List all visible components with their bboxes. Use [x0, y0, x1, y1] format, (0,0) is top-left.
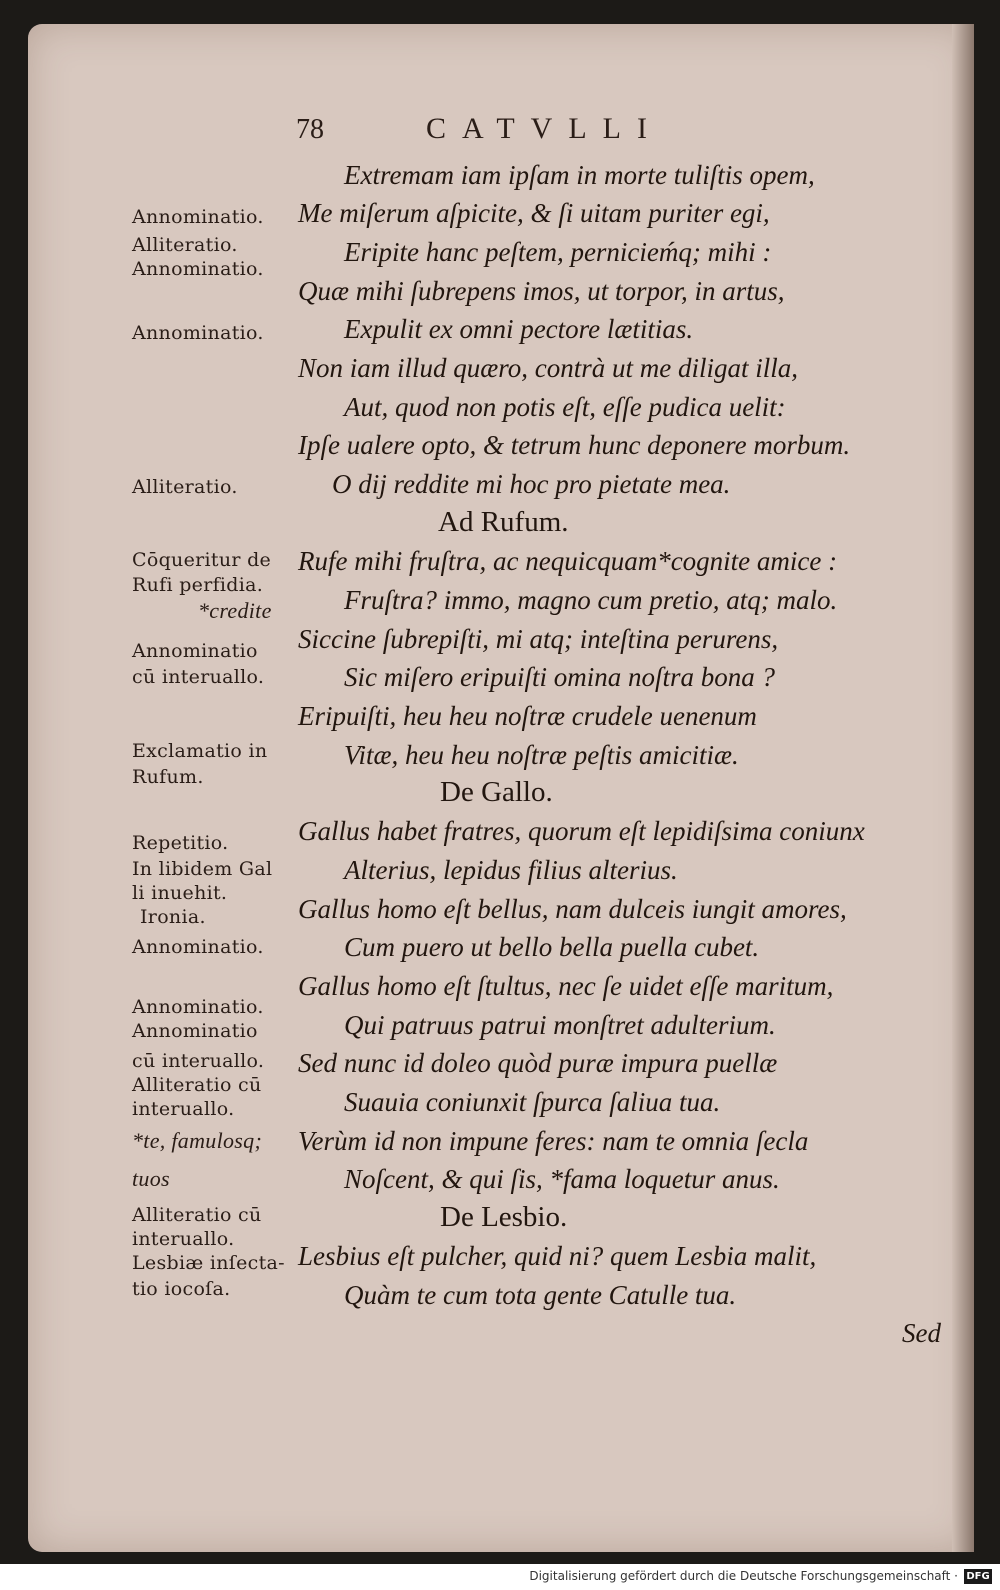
poem-line: Noſcent, & qui ſis, *fama loquetur anus.: [344, 1164, 780, 1194]
margin-note: Alliteratio.: [132, 476, 238, 498]
poem-line: Fruſtra? immo, magno cum pretio, atq; malo.: [344, 585, 838, 615]
margin-note: Alliteratio cū: [132, 1074, 262, 1096]
page-header: [28, 114, 974, 154]
margin-note: li inuehit.: [132, 882, 228, 904]
poem-line: Gallus habet fratres, quorum eſt lepidiſsima coniunx: [298, 816, 865, 846]
margin-note: tuos: [132, 1166, 170, 1191]
margin-note: In libidem Gal: [132, 858, 273, 880]
margin-note: Exclamatio in: [132, 740, 268, 762]
margin-note: Annominatio.: [132, 258, 264, 280]
poem-line: Gallus homo eſt bellus, nam dulceis iungit amores,: [298, 894, 847, 924]
margin-note: interuallo.: [132, 1228, 235, 1250]
margin-note: Rufum.: [132, 766, 204, 788]
poem-heading: De Gallo.: [440, 776, 553, 808]
page-spine-shadow: [952, 24, 974, 1552]
poem-line: Ipſe ualere opto, & tetrum hunc deponere morbum.: [298, 430, 851, 460]
poem-line: Sed nunc id doleo quòd puræ impura puellæ: [298, 1048, 778, 1078]
margin-note: Lesbiæ inſecta-: [132, 1252, 285, 1274]
poem-line: Lesbius eſt pulcher, quid ni? quem Lesbia malit,: [298, 1241, 817, 1271]
poem-line: O dij reddite mi hoc pro pietate mea.: [332, 469, 731, 499]
margin-note: Rufi perfidia.: [132, 574, 264, 596]
margin-note: Repetitio.: [132, 832, 229, 854]
margin-note: Alliteratio cū: [132, 1204, 262, 1226]
poem-line: Vitæ, heu heu noſtræ peſtis amicitiæ.: [344, 740, 739, 770]
margin-note: cū interuallo.: [132, 666, 265, 688]
margin-note: tio iocoſa.: [132, 1278, 231, 1300]
poem-line: Rufe mihi fruſtra, ac nequicquam*cognite amice :: [298, 546, 838, 576]
margin-note: cū interuallo.: [132, 1050, 265, 1072]
poem-line: Alterius, lepidus filius alterius.: [344, 855, 678, 885]
margin-note: Ironia.: [140, 906, 206, 928]
poem-line: Eripite hanc peſtem, pernicieḿq; mihi :: [344, 237, 772, 267]
margin-note: *credite: [198, 598, 272, 623]
page-number: 78: [296, 114, 324, 145]
margin-note: Annominatio.: [132, 206, 264, 228]
poem-line: Verùm id non impune feres: nam te omnia ſecla: [298, 1126, 809, 1156]
poem-line: Non iam illud quæro, contrà ut me diligat illa,: [298, 353, 799, 383]
poem-line: Aut, quod non potis eſt, eſſe pudica uelit:: [344, 392, 786, 422]
poem-line: Eripuiſti, heu heu noſtræ crudele uenenum: [298, 701, 757, 731]
poem-heading: Ad Rufum.: [438, 506, 569, 538]
poem-line: Expulit ex omni pectore lætitias.: [344, 314, 694, 344]
poem-line: Quæ mihi ſubrepens imos, ut torpor, in artus,: [298, 276, 785, 306]
margin-note: Annominatio: [132, 640, 258, 662]
margin-note: Annominatio.: [132, 322, 264, 344]
poem-line: Me miſerum aſpicite, & ſi uitam puriter egi,: [298, 198, 770, 228]
margin-note: Annominatio.: [132, 996, 264, 1018]
poem-line: Qui patruus patrui monſtret adulterium.: [344, 1010, 776, 1040]
poem-line: Suauia coniunxit ſpurca ſaliua tua.: [344, 1087, 721, 1117]
running-title: CATVLLI: [426, 112, 663, 145]
catchword: Sed: [902, 1318, 941, 1348]
margin-note: *te, famulosq;: [132, 1128, 263, 1153]
margin-note: interuallo.: [132, 1098, 235, 1120]
dfg-logo-icon: DFG: [964, 1569, 992, 1584]
margin-note: Alliteratio.: [132, 234, 238, 256]
poem-heading: De Lesbio.: [440, 1201, 568, 1233]
poem-line: Extremam iam ipſam in morte tuliſtis opem,: [344, 160, 815, 190]
poem-line: Siccine ſubrepiſti, mi atq; inteſtina perurens,: [298, 624, 779, 654]
poem-line: Gallus homo eſt ſtultus, nec ſe uidet eſſe maritum,: [298, 971, 834, 1001]
poem-line: Sic miſero eripuiſti omina noſtra bona ?: [344, 662, 775, 692]
margin-note: Annominatio.: [132, 936, 264, 958]
book-page: [28, 24, 974, 1552]
digitization-footer: [0, 1564, 1000, 1590]
poem-line: Cum puero ut bello bella puella cubet.: [344, 932, 760, 962]
footer-credit: Digitalisierung gefördert durch die Deutsche Forschungsgemeinschaft ·: [529, 1569, 958, 1583]
poem-line: Quàm te cum tota gente Catulle tua.: [344, 1280, 737, 1310]
margin-note: Cōqueritur de: [132, 549, 272, 571]
margin-note: Annominatio: [132, 1020, 258, 1042]
